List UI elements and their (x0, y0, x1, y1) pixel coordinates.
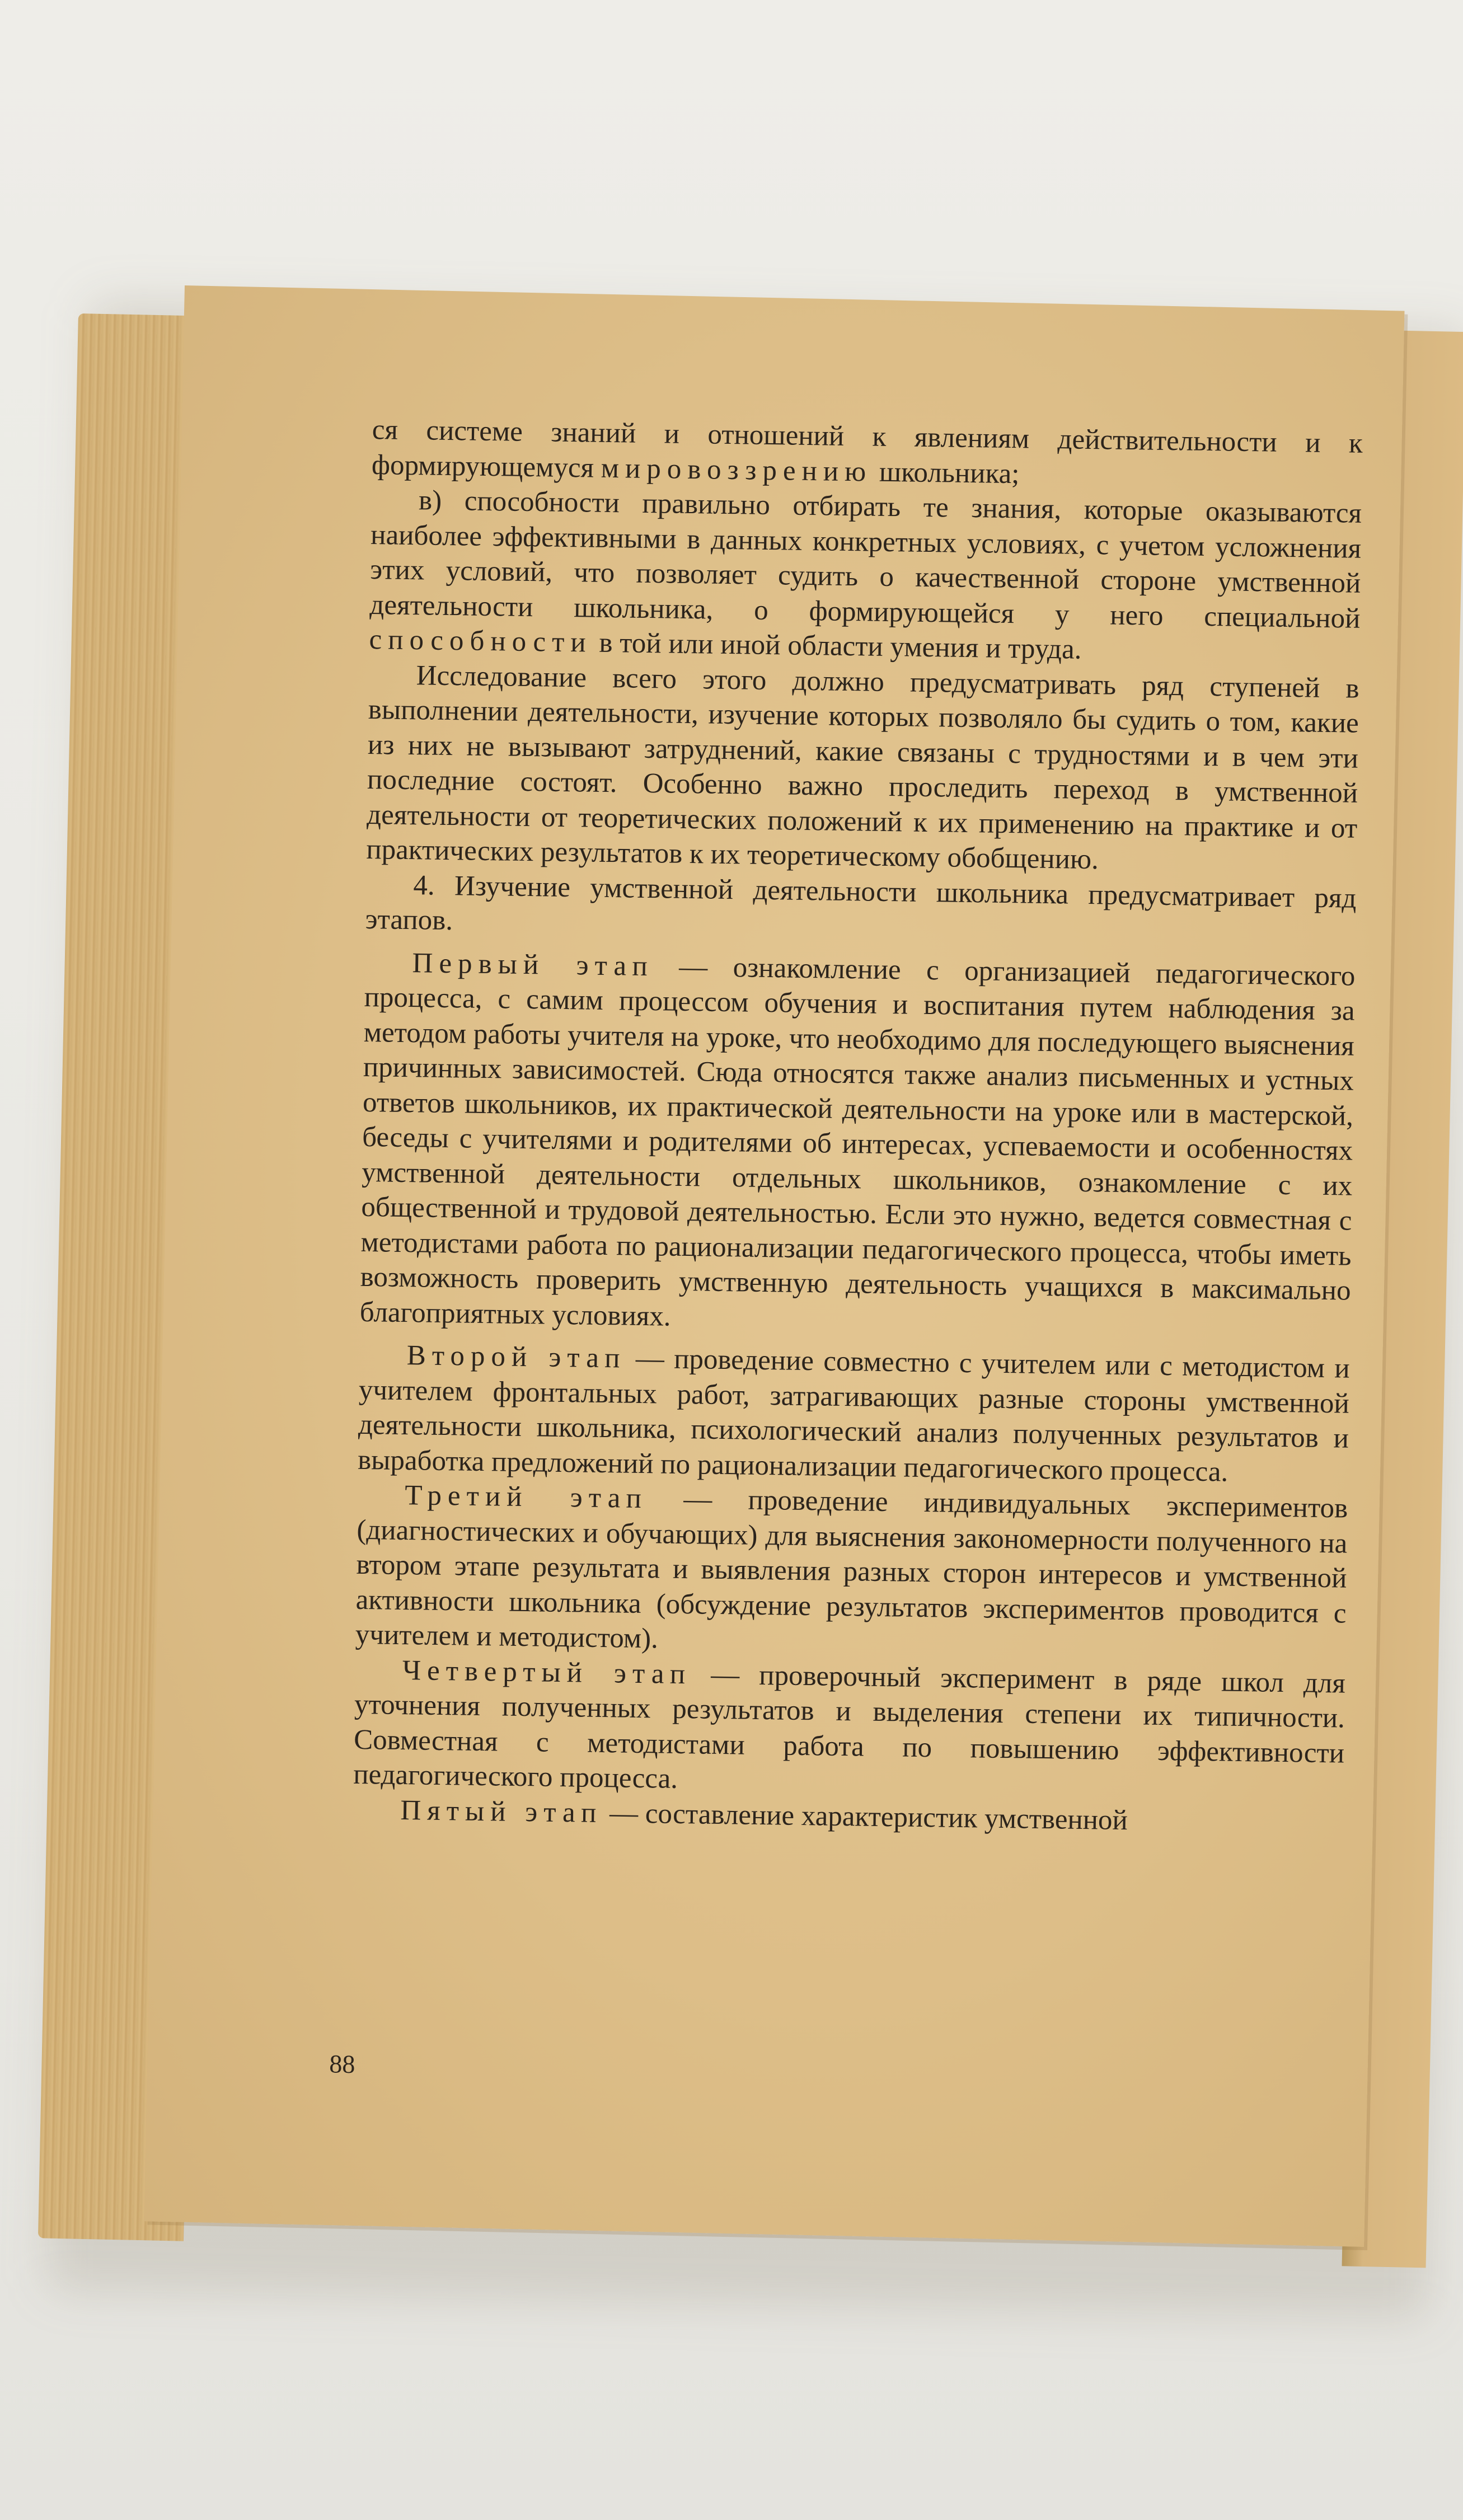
stage-heading: Пятый этап (400, 1794, 603, 1829)
paragraph-stage-5: Пятый этап — составление характеристик умственной (400, 1794, 1128, 1836)
paragraph-stage-3: Третий этап — проведение индивидуальных экспериментов (диагностических и обучающих) для выяснения закономерности полученного на втором этапе результата и выявления разных сторон интересов и умственной активности школьника (обсуждение результатов экспериментов проводится с учителем и методистом). (355, 1480, 1348, 1655)
paragraph-stages-intro: 4. Изучение умственной деятельности школьника предусматривает ряд этапов. (365, 869, 1357, 937)
paragraph-continuation: ся системе знаний и отношений к явлениям действительности и к формирующемуся мировоззрению школьника; (371, 414, 1363, 490)
paragraph-item-v: в) способности правильно отбирать те знания, которые оказываются наиболее эффективными в данных конкретных условиях, с учетом усложнения этих условий, что позволяет судить о качественной стороне умственной деятельности школьника, о формирующейся у него специальной способности в той или иной области умения и труда. (369, 485, 1362, 665)
page-text-block (353, 412, 1363, 1841)
spaced-word: способности (369, 624, 593, 659)
paragraph-stage-1: Первый этап — ознакомление с организацией педагогического процесса, с самим процессом обучения и воспитания путем наблюдения за методом работы учителя на уроке, что необходимо для последующего выяснения причинных зависимостей. Сюда относятся также анализ письменных и устных ответов школьников, их практической деятельности на уроке или в мастерской, беседы с учителями и родителями об интересах, успеваемости и особенностях умственной деятельности отдельных школьников, ознакомление с их общественной и трудовой деятельностью. Если это нужно, ведется совместная с методистами работа по рационализации педагогического процесса, чтобы иметь возможность проверить умственную деятельность учащихся в максимально благоприятных условиях. (359, 947, 1356, 1332)
stage-heading: Третий этап (404, 1480, 648, 1515)
book-page (144, 285, 1405, 2247)
page-number: 88 (329, 2049, 356, 2079)
stage-heading: Второй этап (406, 1340, 626, 1374)
stage-heading: Первый этап (412, 947, 654, 982)
paragraph-research: Исследование всего этого должно предусматривать ряд ступеней в выполнении деятельности, изучение которых позволяло бы судить о том, какие из них не вызывают затруднений, какие связаны с трудностями и в чем эти последние состоят. Особенно важно проследить переход в умственной деятельности от теоретических положений к их применению на практике и от практических результатов к их теоретическому обобщению. (366, 659, 1359, 876)
paragraph-stage-4: Четвертый этап — проверочный эксперимент в ряде школ для уточнения полученных результатов и выделения степени их типичности. Совместная с методистами работа по повышению эффективности педагогического процесса. (353, 1654, 1346, 1795)
stage-heading: Четвертый этап (402, 1654, 692, 1690)
paragraph-stage-2: Второй этап — проведение совместно с учителем или с методистом и учителем фронтальных работ, затрагивающих разные стороны умственной деятельности школьника, психологический анализ полученных результатов и выработка предложений по рационализации педагогического процесса. (357, 1340, 1351, 1488)
spaced-word: мировоззрению (601, 452, 873, 488)
